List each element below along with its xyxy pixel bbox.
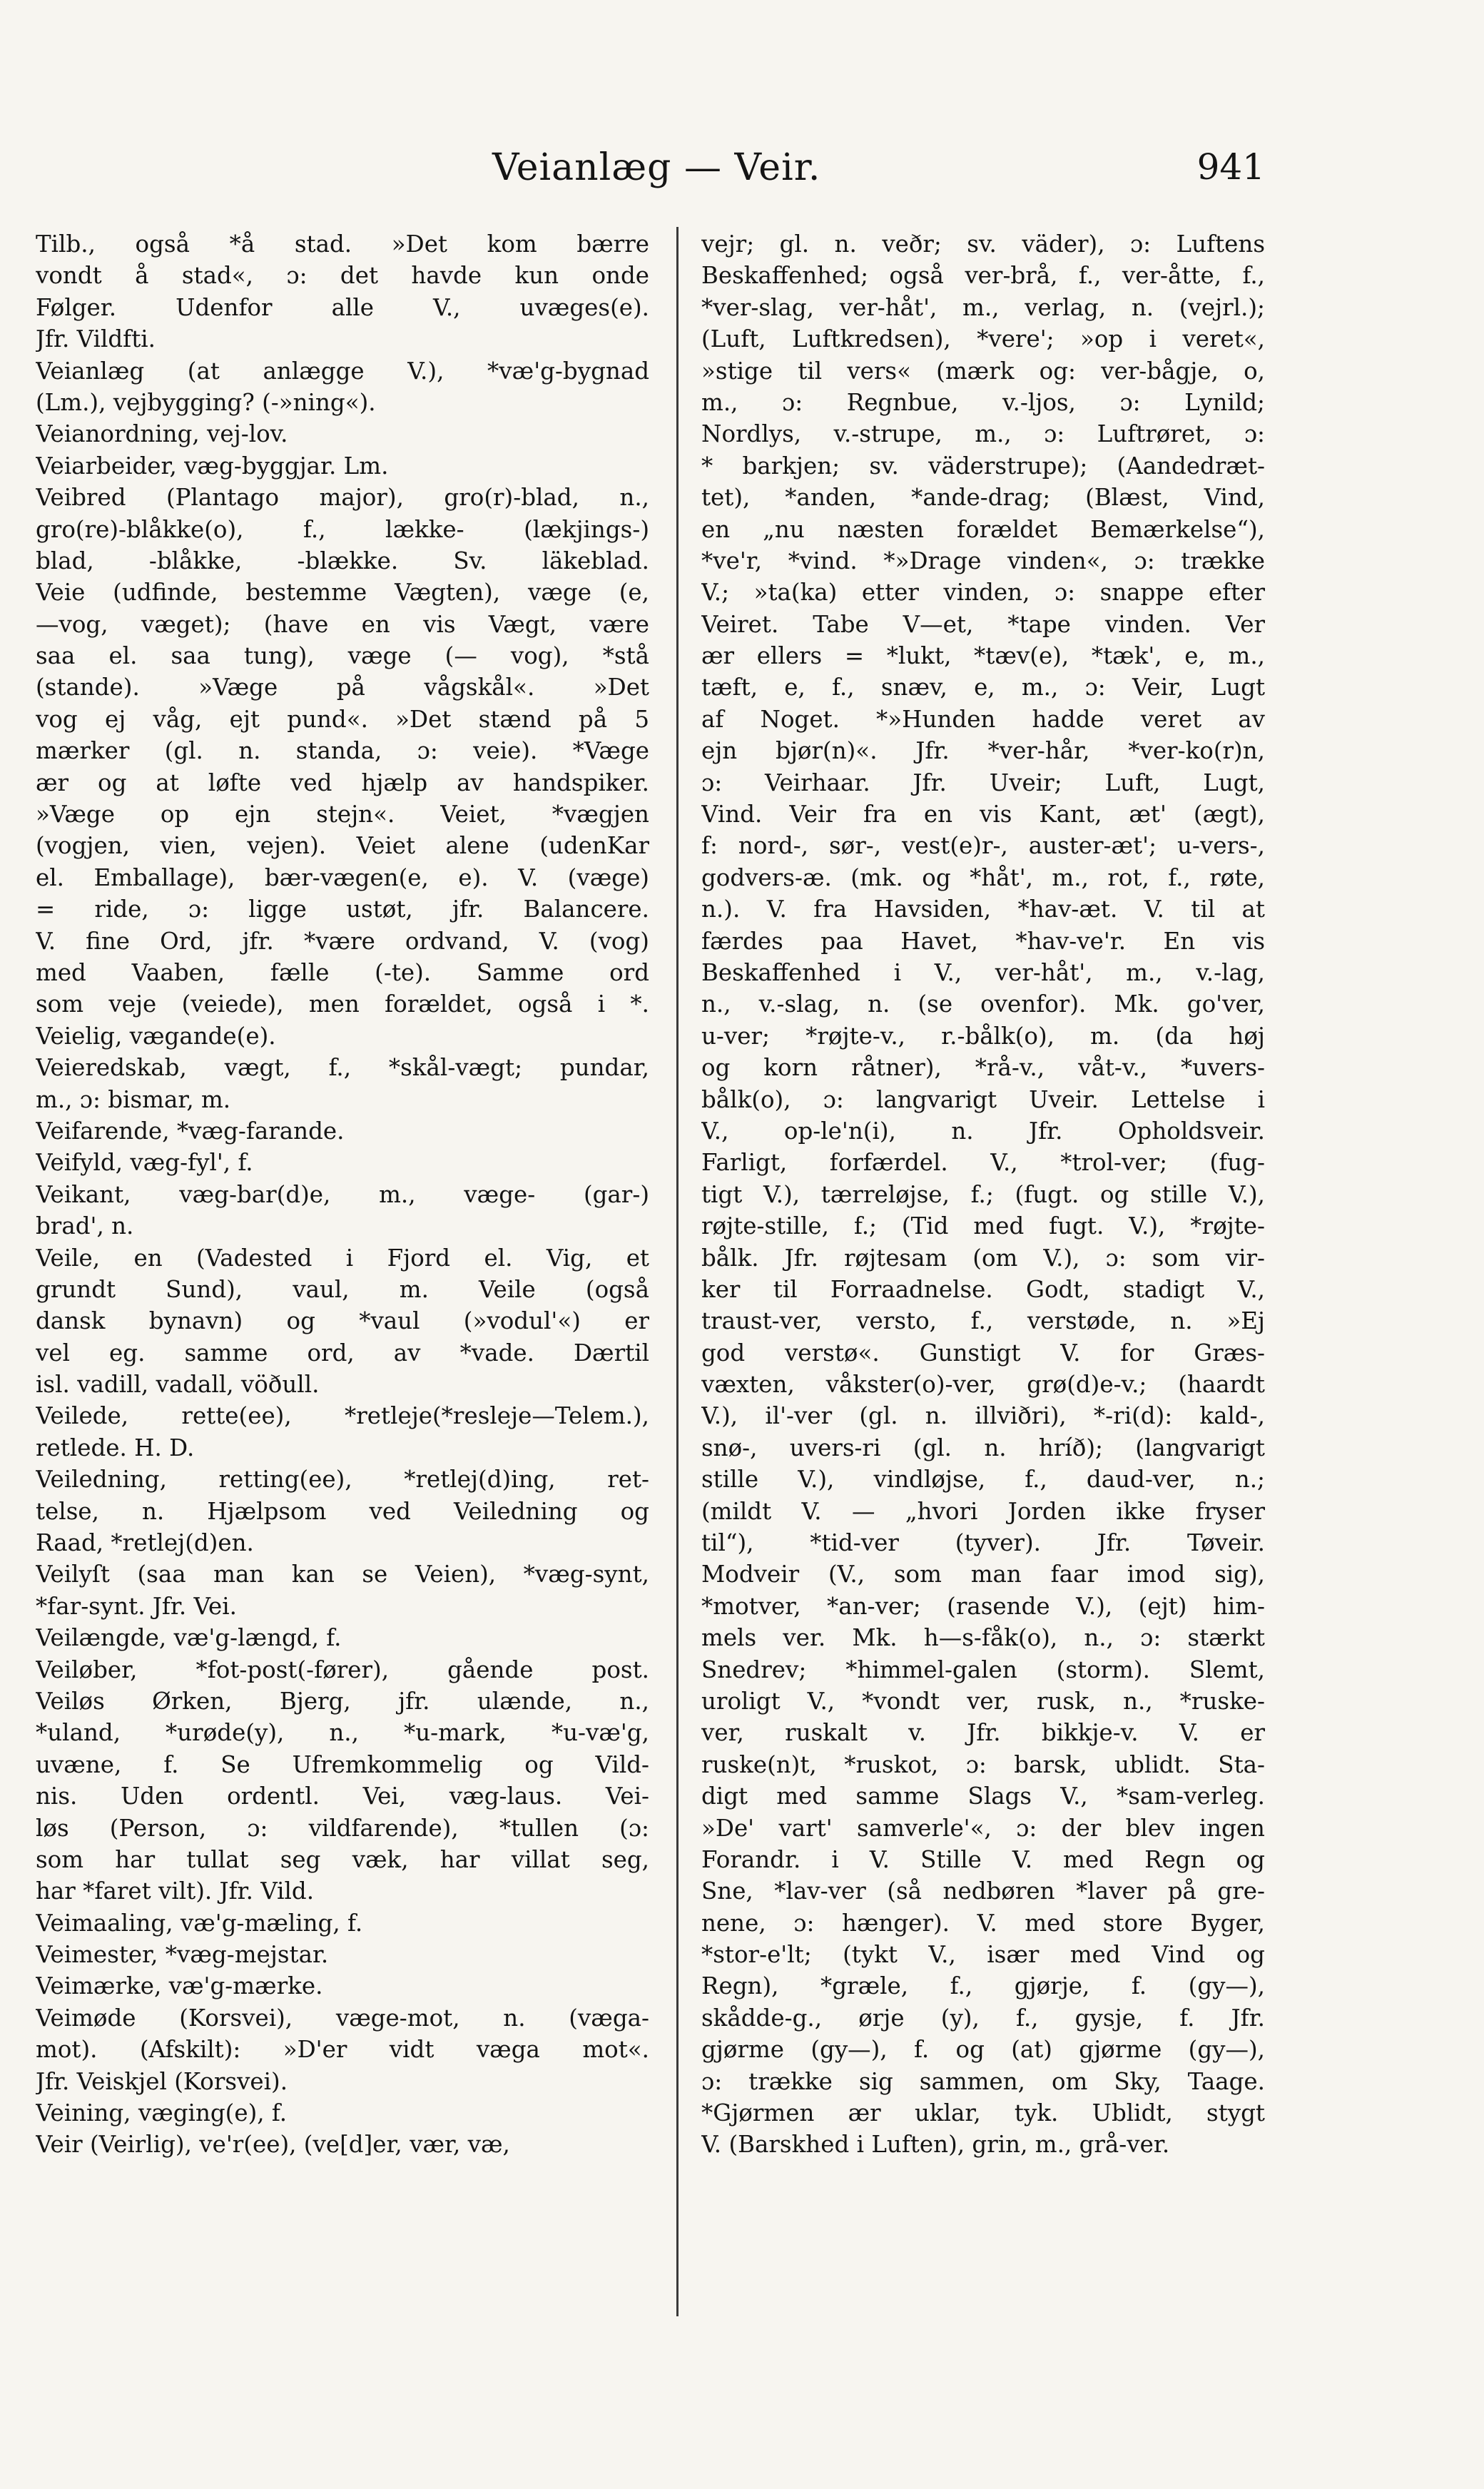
- dictionary-line: Veieredskab, vægt, f., *skål-vægt; pundar,: [36, 1054, 649, 1082]
- dictionary-line: *motver, *an-ver; (rasende V.), (ejt) him-: [701, 1592, 1265, 1620]
- dictionary-line: Veile, en (Vadested i Fjord el. Vig, et: [36, 1244, 649, 1272]
- dictionary-line: Forandr. i V. Stille V. med Regn og: [701, 1845, 1265, 1873]
- dictionary-line: Veielig, vægande(e).: [36, 1022, 276, 1050]
- dictionary-line: telse, n. Hjælpsom ved Veiledning og: [36, 1497, 649, 1525]
- dictionary-line: Veiledning, retting(ee), *retlej(d)ing, ret-: [36, 1466, 649, 1494]
- dictionary-line: ruske(n)t, *ruskot, ɔ: barsk, ublidt. Sta-: [701, 1750, 1265, 1778]
- page-header-title: Veianlæg — Veir.: [492, 146, 821, 189]
- dictionary-line: gro(re)-blåkke(o), f., lække- (lækjings-): [36, 515, 649, 543]
- dictionary-line: Veifarende, *væg-farande.: [36, 1117, 345, 1145]
- dictionary-line: Beskaffenhed i V., ver-håt', m., v.-lag,: [701, 958, 1265, 986]
- dictionary-line: Veifyld, væg-fyl', f.: [36, 1149, 253, 1177]
- dictionary-line: uroligt V., *vondt ver, rusk, n., *ruske-: [701, 1687, 1265, 1715]
- dictionary-line: *stor-e'lt; (tykt V., især med Vind og: [701, 1941, 1265, 1969]
- dictionary-line: (Lm.), vejbygging? (-»ning«).: [36, 388, 376, 416]
- dictionary-line: Veimester, *væg-mejstar.: [36, 1941, 329, 1969]
- dictionary-line: (mildt V. — „hvori Jorden ikke fryser: [701, 1497, 1265, 1525]
- dictionary-line: god verstø«. Gunstigt V. for Græs-: [701, 1339, 1265, 1367]
- dictionary-line: som veje (veiede), men forældet, også i *.: [36, 990, 649, 1018]
- dictionary-line: m., ɔ: bismar, m.: [36, 1085, 231, 1113]
- right-column: [701, 228, 1265, 2161]
- dictionary-line: ær og at løfte ved hjælp av handspiker.: [36, 769, 649, 796]
- dictionary-line: Veilede, rette(ee), *retleje(*resleje—Telem.),: [36, 1402, 649, 1430]
- dictionary-line: Veimøde (Korsvei), væge-mot, n. (væga-: [36, 2004, 649, 2032]
- dictionary-line: u-ver; *røjte-v., r.-bålk(o), m. (da høj: [701, 1022, 1265, 1050]
- dictionary-line: ker til Forraadnelse. Godt, stadigt V.,: [701, 1275, 1265, 1303]
- dictionary-line: har *faret vilt). Jfr. Vild.: [36, 1877, 315, 1905]
- dictionary-line: Regn), *græle, f., gjørje, f. (gy—),: [701, 1972, 1265, 2000]
- dictionary-line: ɔ: Veirhaar. Jfr. Uveir; Luft, Lugt,: [701, 769, 1265, 796]
- dictionary-line: Veikant, væg-bar(d)e, m., væge- (gar-): [36, 1180, 649, 1208]
- dictionary-line: isl. vadill, vadall, vöðull.: [36, 1371, 320, 1399]
- dictionary-line: V.; »ta(ka) etter vinden, ɔ: snappe efter: [701, 579, 1265, 607]
- dictionary-line: Beskaffenhed; også ver-brå, f., ver-åtte, f.,: [701, 262, 1265, 290]
- dictionary-line: skådde-g., ørje (y), f., gysje, f. Jfr.: [701, 2004, 1265, 2032]
- dictionary-line: Jfr. Veiskjel (Korsvei).: [36, 2067, 288, 2095]
- dictionary-line: løs (Person, ɔ: vildfarende), *tullen (ɔ:: [36, 1814, 649, 1842]
- dictionary-line: Snedrev; *himmel-galen (storm). Slemt,: [701, 1656, 1265, 1683]
- dictionary-line: med Vaaben, fælle (-te). Samme ord: [36, 958, 649, 986]
- dictionary-line: Veibred (Plantago major), gro(r)-blad, n.,: [36, 484, 649, 512]
- dictionary-line: —vog, væget); (have en vis Vægt, være: [36, 610, 649, 638]
- dictionary-line: vog ej våg, ejt pund«. »Det stænd på 5: [36, 705, 649, 733]
- dictionary-line: Veir (Veirlig), ve'r(ee), (ve[d]er, vær, væ,: [36, 2131, 510, 2159]
- dictionary-line: Jfr. Vildfti.: [36, 325, 156, 353]
- dictionary-line: Veimærke, væ'g-mærke.: [36, 1972, 323, 2000]
- dictionary-line: ær ellers = *lukt, *tæv(e), *tæk', e, m.,: [701, 642, 1265, 670]
- dictionary-line: nis. Uden ordentl. Vei, væg-laus. Vei-: [36, 1783, 649, 1810]
- dictionary-line: V.), il'-ver (gl. n. illviðri), *-ri(d): kald-,: [701, 1402, 1265, 1430]
- dictionary-line: bålk(o), ɔ: langvarigt Uveir. Lettelse i: [701, 1085, 1265, 1113]
- dictionary-line: bålk. Jfr. røjtesam (om V.), ɔ: som vir-: [701, 1244, 1265, 1272]
- dictionary-line: Veiret. Tabe V—et, *tape vinden. Ver: [701, 610, 1265, 638]
- dictionary-line: af Noget. *»Hunden hadde veret av: [701, 705, 1265, 733]
- dictionary-line: f: nord-, sør-, vest(e)r-, auster-æt'; u-vers-,: [701, 832, 1265, 860]
- dictionary-line: brad', n.: [36, 1212, 134, 1240]
- dictionary-line: vel eg. samme ord, av *vade. Dærtil: [36, 1339, 649, 1367]
- dictionary-line: Veimaaling, væ'g-mæling, f.: [36, 1909, 363, 1937]
- dictionary-line: Vind. Veir fra en vis Kant, æt' (ægt),: [701, 801, 1265, 828]
- dictionary-line: og korn råtner), *rå-v., våt-v., *uvers-: [701, 1054, 1265, 1082]
- dictionary-line: mot). (Afskilt): »D'er vidt væga mot«.: [36, 2036, 649, 2064]
- column-divider: [676, 227, 679, 2316]
- dictionary-line: Følger. Udenfor alle V., uvæges(e).: [36, 293, 649, 321]
- dictionary-line: el. Emballage), bær-vægen(e, e). V. (væge): [36, 863, 649, 891]
- dictionary-line: Veilængde, væ'g-længd, f.: [36, 1624, 342, 1652]
- dictionary-line: Veiløs Ørken, Bjerg, jfr. ulænde, n.,: [36, 1687, 649, 1715]
- dictionary-line: (stande). »Væge på vågskål«. »Det: [36, 674, 649, 701]
- dictionary-line: røjte-stille, f.; (Tid med fugt. V.), *røjte-: [701, 1212, 1265, 1240]
- dictionary-line: V. (Barskhed i Luften), grin, m., grå-ver.: [701, 2131, 1170, 2159]
- dictionary-line: (Luft, Luftkredsen), *vere'; »op i veret«,: [701, 325, 1265, 353]
- dictionary-line: n., v.-slag, n. (se ovenfor). Mk. go'ver,: [701, 990, 1265, 1018]
- dictionary-line: dansk bynavn) og *vaul (»vodul'«) er: [36, 1307, 649, 1335]
- dictionary-line: tigt V.), tærreløjse, f.; (fugt. og stille V.),: [701, 1180, 1265, 1208]
- dictionary-line: Veianlæg (at anlægge V.), *væ'g-bygnad: [36, 357, 649, 385]
- dictionary-line: til“), *tid-ver (tyver). Jfr. Tøveir.: [701, 1529, 1265, 1557]
- dictionary-line: Veiløber, *fot-post(-fører), gående post.: [36, 1656, 649, 1683]
- page-number: 941: [1196, 146, 1265, 188]
- dictionary-line: m., ɔ: Regnbue, v.-ljos, ɔ: Lynild;: [701, 388, 1265, 416]
- dictionary-line: ejn bjør(n)«. Jfr. *ver-hår, *ver-ko(r)n,: [701, 737, 1265, 765]
- dictionary-line: ver, ruskalt v. Jfr. bikkje-v. V. er: [701, 1719, 1265, 1747]
- left-column: [36, 228, 649, 2161]
- dictionary-line: væxten, våkster(o)-ver, grø(d)e-v.; (haardt: [701, 1371, 1265, 1399]
- dictionary-line: * barkjen; sv. väderstrupe); (Aandedræt-: [701, 452, 1265, 480]
- dictionary-line: ɔ: trække sig sammen, om Sky, Taage.: [701, 2067, 1265, 2095]
- dictionary-line: Veie (udfinde, bestemme Vægten), væge (e,: [36, 579, 649, 607]
- dictionary-line: traust-ver, versto, f., verstøde, n. »Ej: [701, 1307, 1265, 1335]
- dictionary-line: *Gjørmen ær uklar, tyk. Ublidt, stygt: [701, 2099, 1265, 2127]
- dictionary-line: Veiarbeider, væg-byggjar. Lm.: [36, 452, 389, 480]
- running-head: [0, 146, 1484, 203]
- dictionary-line: snø-, uvers-ri (gl. n. hríð); (langvarigt: [701, 1434, 1265, 1461]
- dictionary-line: *far-synt. Jfr. Vei.: [36, 1592, 237, 1620]
- dictionary-line: Veianordning, vej-lov.: [36, 420, 288, 448]
- dictionary-line: tæft, e, f., snæv, e, m., ɔ: Veir, Lugt: [701, 674, 1265, 701]
- dictionary-line: (vogjen, vien, vejen). Veiet alene (udenKar: [36, 832, 649, 860]
- dictionary-line: vejr; gl. n. veðr; sv. väder), ɔ: Luftens: [701, 230, 1265, 258]
- dictionary-line: mels ver. Mk. h—s-fåk(o), n., ɔ: stærkt: [701, 1624, 1265, 1652]
- dictionary-line: »stige til vers« (mærk og: ver-bågje, o,: [701, 357, 1265, 385]
- dictionary-line: blad, -blåkke, -blække. Sv. läkeblad.: [36, 547, 649, 574]
- dictionary-line: V., op-le'n(i), n. Jfr. Opholdsveir.: [701, 1117, 1265, 1145]
- dictionary-line: nene, ɔ: hænger). V. med store Byger,: [701, 1909, 1265, 1937]
- dictionary-line: Nordlys, v.-strupe, m., ɔ: Luftrøret, ɔ:: [701, 420, 1265, 448]
- dictionary-line: gjørme (gy—), f. og (at) gjørme (gy—),: [701, 2036, 1265, 2064]
- dictionary-line: en „nu næsten forældet Bemærkelse“),: [701, 515, 1265, 543]
- dictionary-line: Tilb., også *å stad. »Det kom bærre: [36, 230, 649, 258]
- dictionary-line: *ve'r, *vind. *»Drage vinden«, ɔ: trække: [701, 547, 1265, 574]
- dictionary-line: V. fine Ord, jfr. *være ordvand, V. (vog): [36, 927, 649, 955]
- dictionary-line: Raad, *retlej(d)en.: [36, 1529, 254, 1557]
- dictionary-line: Veilyſt (saa man kan se Veien), *væg-synt,: [36, 1561, 649, 1588]
- dictionary-line: n.). V. fra Havsiden, *hav-æt. V. til at: [701, 896, 1265, 923]
- dictionary-line: digt med samme Slags V., *sam-verleg.: [701, 1783, 1265, 1810]
- dictionary-line: vondt å stad«, ɔ: det havde kun onde: [36, 262, 649, 290]
- dictionary-line: uvæne, f. Se Ufremkommelig og Vild-: [36, 1750, 649, 1778]
- dictionary-line: Modveir (V., som man faar imod sig),: [701, 1561, 1265, 1588]
- dictionary-line: Veining, væging(e), f.: [36, 2099, 288, 2127]
- dictionary-line: godvers-æ. (mk. og *håt', m., rot, f., røte,: [701, 863, 1265, 891]
- dictionary-line: mærker (gl. n. standa, ɔ: veie). *Væge: [36, 737, 649, 765]
- dictionary-line: tet), *anden, *ande-drag; (Blæst, Vind,: [701, 484, 1265, 512]
- dictionary-line: *uland, *urøde(y), n., *u-mark, *u-væ'g,: [36, 1719, 649, 1747]
- dictionary-line: færdes paa Havet, *hav-ve'r. En vis: [701, 927, 1265, 955]
- dictionary-line: = ride, ɔ: ligge ustøt, jfr. Balancere.: [36, 896, 649, 923]
- dictionary-line: »Væge op ejn stejn«. Veiet, *vægjen: [36, 801, 649, 828]
- dictionary-line: grundt Sund), vaul, m. Veile (også: [36, 1275, 649, 1303]
- dictionary-line: som har tullat seg væk, har villat seg,: [36, 1845, 649, 1873]
- dictionary-line: retlede. H. D.: [36, 1434, 195, 1461]
- dictionary-line: saa el. saa tung), væge (— vog), *stå: [36, 642, 649, 670]
- dictionary-line: *ver-slag, ver-håt', m., verlag, n. (vejrl.);: [701, 293, 1265, 321]
- dictionary-line: »De' vart' samverle'«, ɔ: der blev ingen: [701, 1814, 1265, 1842]
- dictionary-line: stille V.), vindløjse, f., daud-ver, n.;: [701, 1466, 1265, 1494]
- dictionary-line: Farligt, forfærdel. V., *trol-ver; (fug-: [701, 1149, 1265, 1177]
- dictionary-line: Sne, *lav-ver (så nedbøren *laver på gre-: [701, 1877, 1265, 1905]
